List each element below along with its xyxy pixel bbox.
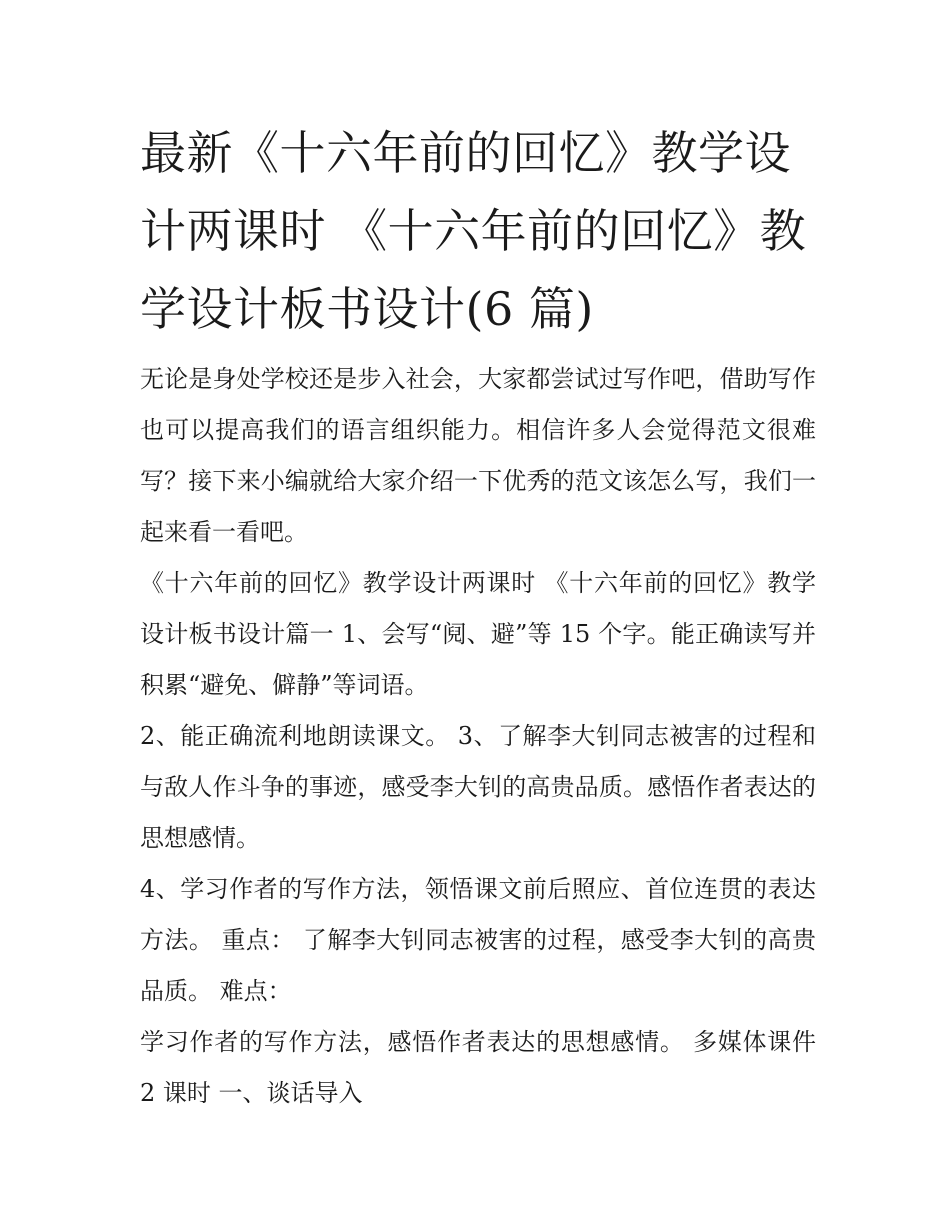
document-title: 最新《十六年前的回忆》教学设计两课时 《十六年前的回忆》教学设计板书设计(6 篇) [140,126,807,336]
paragraph-objective-1: 《十六年前的回忆》教学设计两课时 《十六年前的回忆》教学设计板书设计篇一 1、会写“阋、避”等 15 个字。能正确读写并积累“避免、僻静”等词语。 [140,569,816,699]
paragraph-difficulty: 学习作者的写作方法，感悟作者表达的思想感情。 多媒体课件 2 课时 一、谈话导入 [140,1028,816,1107]
document-body [140,354,816,1119]
paragraph-objective-2-3: 2、能正确流利地朗读课文。 3、了解李大钊同志被害的过程和与敌人作斗争的事迹，感受李大钊的高贵品质。感悟作者表达的思想感情。 [140,722,816,852]
paragraph-intro: 无论是身处学校还是步入社会，大家都尝试过写作吧，借助写作也可以提高我们的语言组织能力。相信许多人会觉得范文很难写？接下来小编就给大家介绍一下优秀的范文该怎么写，我们一起来看一看吧。 [140,365,816,546]
paragraph-objective-4: 4、学习作者的写作方法，领悟课文前后照应、首位连贯的表达方法。 重点： 了解李大钊同志被害的过程，感受李大钊的高贵品质。 难点： [140,875,816,1005]
